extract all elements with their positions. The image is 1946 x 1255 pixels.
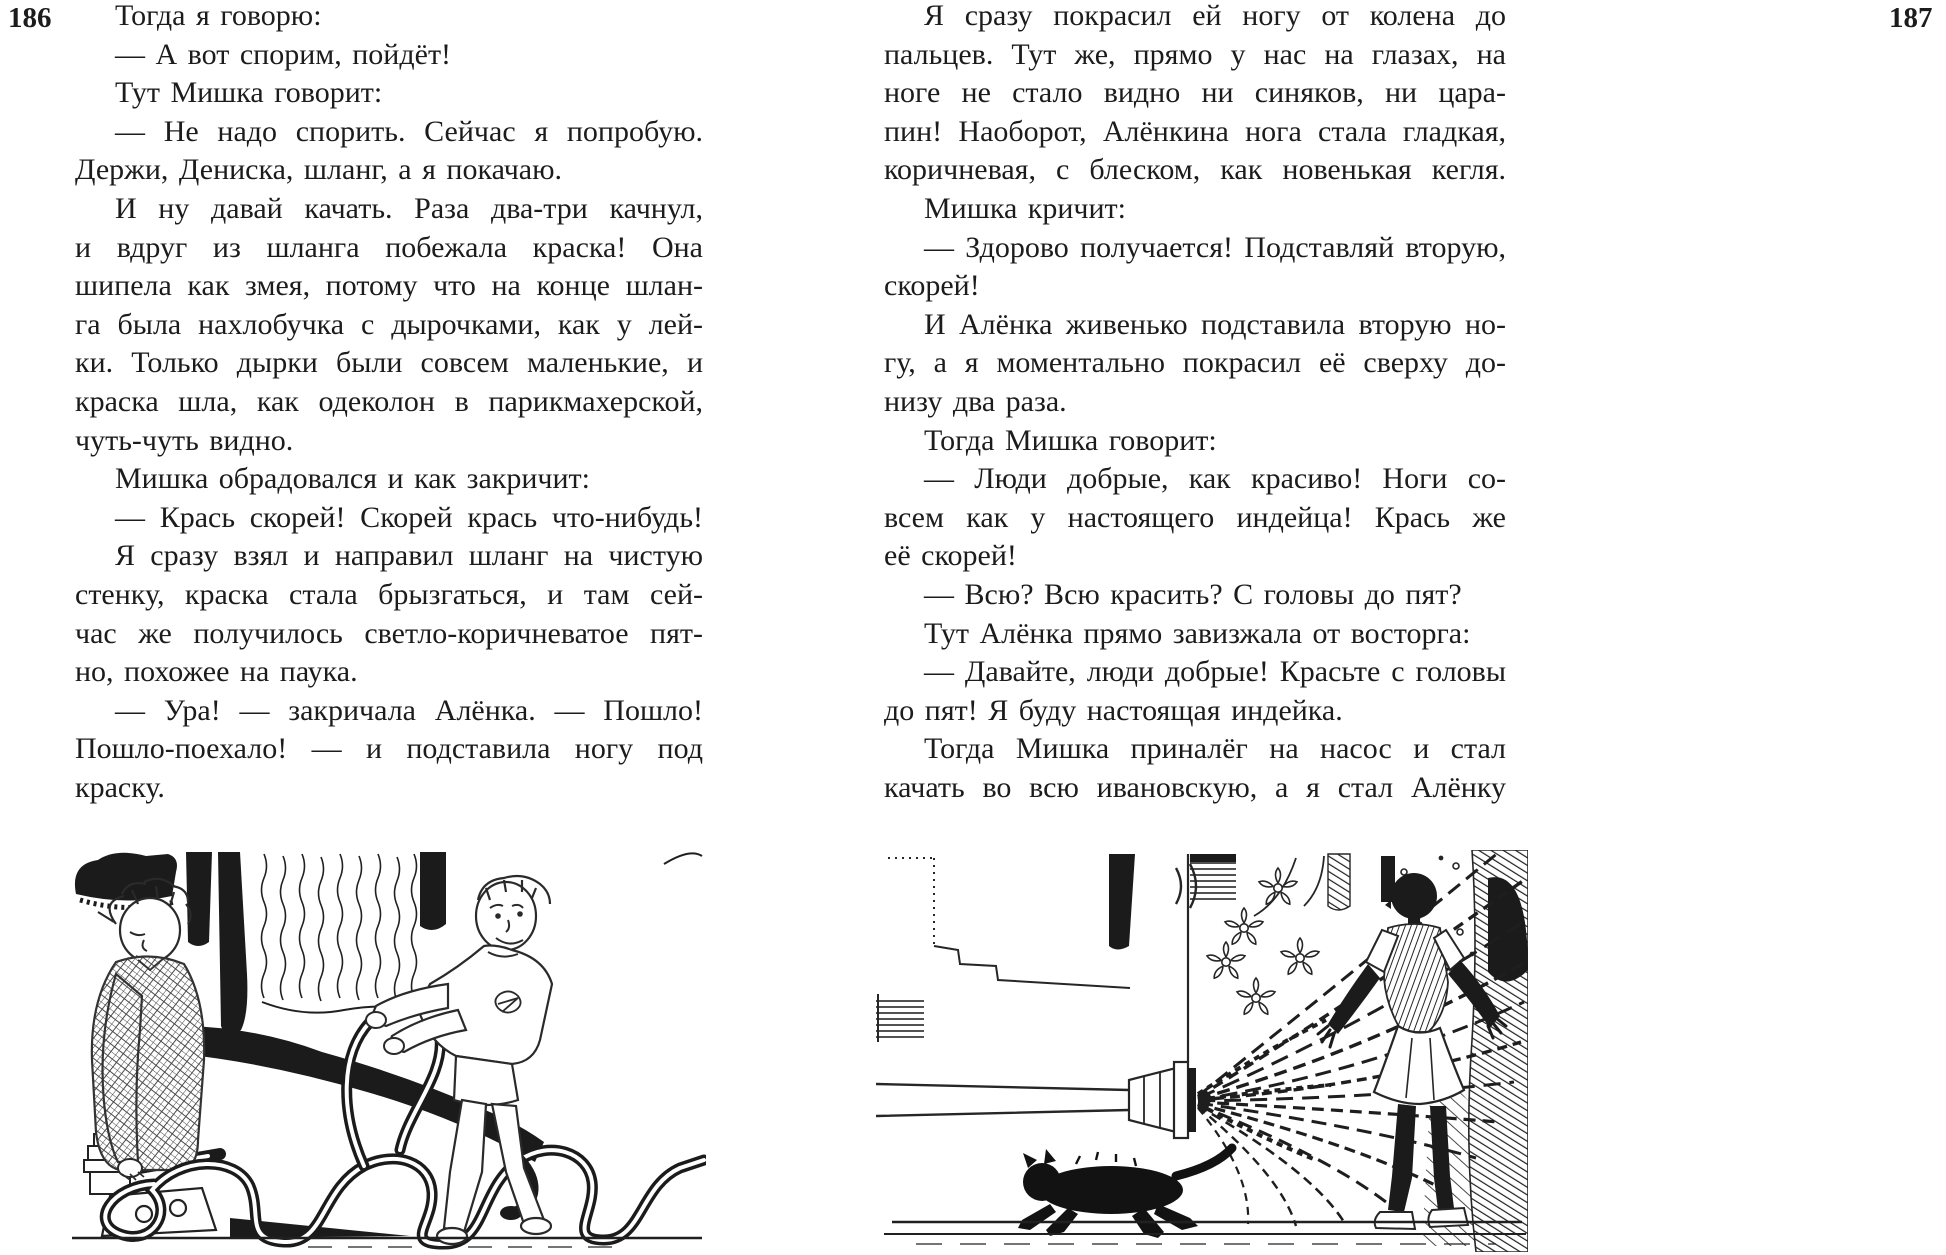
text-line: стенку, краска стала брызгаться, и там сей-: [75, 577, 703, 611]
text-line: Тут Алёнка прямо завизжала от восторга:: [924, 616, 1471, 650]
text-line: пин! Наоборот, Алёнкина нога стала гладкая,: [884, 114, 1506, 148]
page-left-text: [75, 0, 703, 807]
text-line: — Здорово получается! Подставляй вторую,: [924, 230, 1506, 264]
text-line: коричневая, с блеском, как новенькая кегля.: [884, 153, 1506, 187]
text-line: Тут Мишка говорит:: [115, 76, 383, 110]
page-number-right: 187: [1889, 2, 1933, 34]
text-line: Я сразу взял и направил шланг на чистую: [115, 539, 703, 573]
hatched-post: [1328, 854, 1350, 910]
illustration-left: [68, 850, 706, 1252]
text-line: но, похожее на паука.: [75, 655, 358, 689]
text-line: и вдруг из шланга побежала краска! Она: [75, 230, 703, 264]
text-line: скорей!: [884, 269, 980, 303]
text-line: её скорей!: [884, 539, 1017, 573]
tree-trunk: [1469, 850, 1528, 1252]
text-line: гу, а я моментально покрасил её сверху до-: [884, 346, 1506, 380]
text-line: Тогда Мишка приналёг на насос и стал: [924, 732, 1506, 766]
text-line: ки. Только дырки были совсем маленькие, и: [75, 346, 703, 380]
text-line: — Ура! — закричала Алёнка. — Пошло!: [115, 693, 703, 727]
text-line: ноге не стало видно ни синяков, ни цара-: [884, 76, 1506, 110]
dark-post: [1109, 854, 1135, 950]
text-line: — А вот спорим, пойдёт!: [115, 37, 452, 71]
page-right-text: [884, 0, 1506, 807]
running-cat: [1018, 1148, 1232, 1238]
text-line: — Люди добрые, как красиво! Ноги со-: [924, 462, 1506, 496]
text-line: Мишка обрадовался и как закричит:: [115, 462, 590, 496]
text-line: краску.: [75, 770, 165, 804]
text-line: Тогда я говорю:: [115, 0, 322, 32]
text-line: Пошло-поехало! — и подставила ногу под: [75, 732, 703, 766]
text-line: Мишка кричит:: [924, 191, 1126, 225]
boy-with-hose: [366, 876, 552, 1244]
text-line: пальцев. Тут же, прямо у нас на глазах, на: [884, 37, 1506, 71]
text-line: — Давайте, люди добрые! Красьте с головы: [924, 655, 1506, 689]
text-line: чуть-чуть видно.: [75, 423, 294, 457]
background-wall: [876, 854, 1324, 1062]
text-line: качать во всю ивановскую, а я стал Алёнку: [884, 770, 1506, 804]
text-line: низу два раза.: [884, 384, 1067, 418]
text-line: Держи, Дениска, шланг, а я покачаю.: [75, 153, 563, 187]
curtain-squiggles: [262, 854, 423, 1013]
text-line: — Не надо спорить. Сейчас я попробую.: [115, 114, 703, 148]
boy-at-pump: [92, 879, 204, 1180]
text-line: И ну давай качать. Раза два-три качнул,: [115, 191, 703, 225]
text-line: — Всю? Всю красить? С головы до пят?: [924, 577, 1462, 611]
hose-nozzle: [876, 1062, 1196, 1138]
text-line: до пят! Я буду настоящая индейка.: [884, 693, 1343, 727]
text-line: — Крась скорей! Скорей крась что-нибудь!: [115, 500, 703, 534]
text-line: га была нахлобучка с дырочками, как у лей-: [75, 307, 703, 341]
illustration-right: [876, 850, 1528, 1252]
text-line: краска шла, как одеколон в парикмахерской,: [75, 384, 703, 418]
text-line: Тогда Мишка говорит:: [924, 423, 1217, 457]
text-line: шипела как змея, потому что на конце шлан-: [75, 269, 703, 303]
text-line: Я сразу покрасил ей ногу от колена до: [924, 0, 1506, 32]
text-line: И Алёнка живенько подставила вторую но-: [924, 307, 1506, 341]
page-number-left: 186: [8, 2, 52, 34]
text-line: всем как у настоящего индейца! Крась же: [884, 500, 1506, 534]
text-line: час же получилось светло-коричневатое пят-: [75, 616, 703, 650]
